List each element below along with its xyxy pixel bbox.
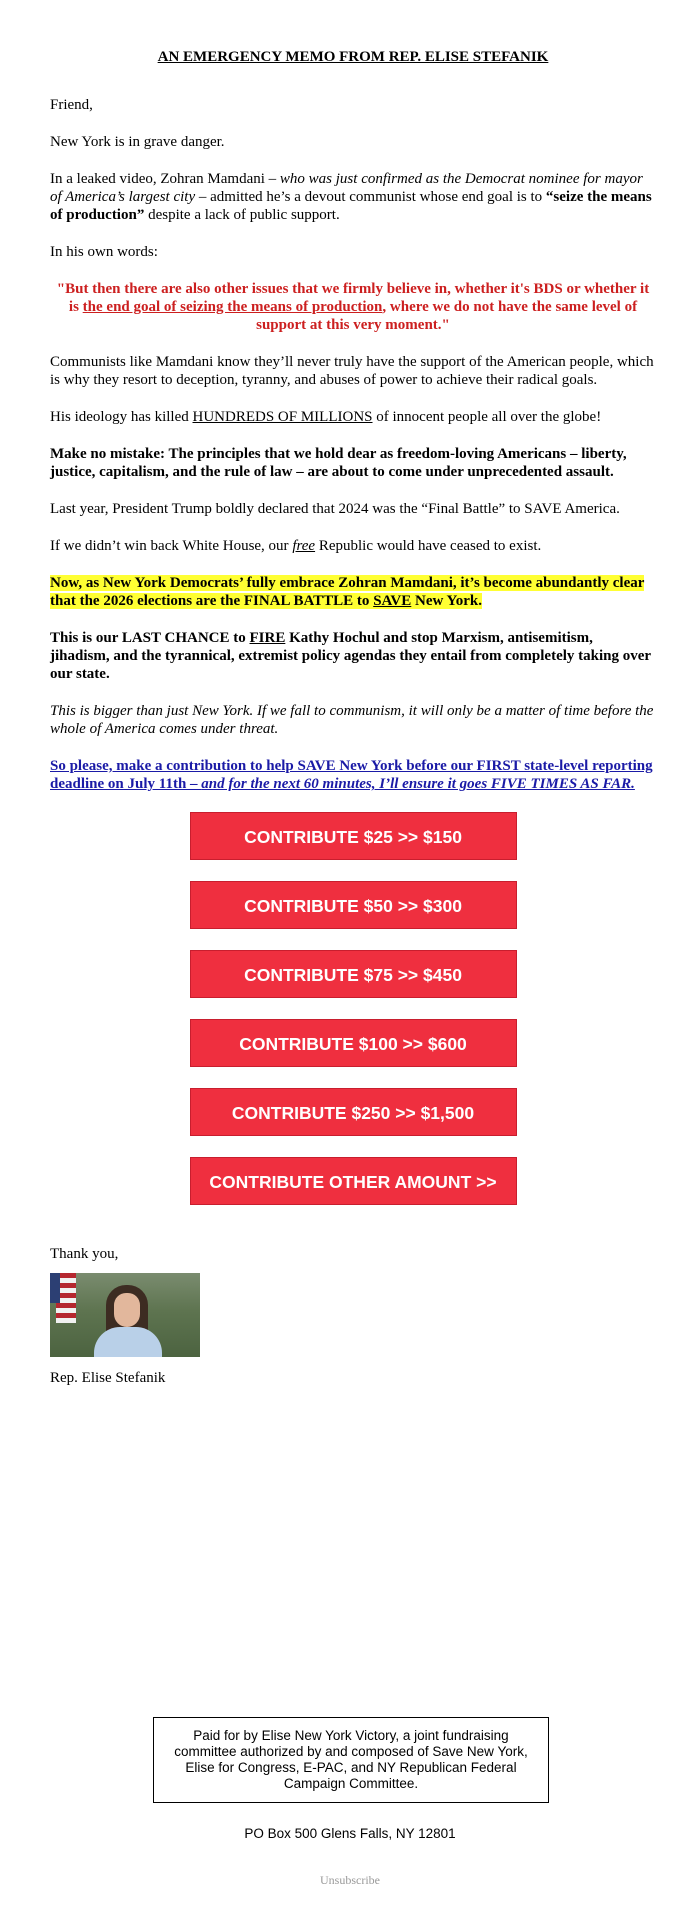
- portrait-shirt: [94, 1327, 162, 1357]
- unsubscribe-link[interactable]: Unsubscribe: [320, 1873, 380, 1887]
- contribute-other-amount-button[interactable]: CONTRIBUTE OTHER AMOUNT >>: [190, 1157, 517, 1205]
- paragraph-highlight: Now, as New York Democrats’ fully embrace Zohran Mamdani, it’s become abundantly clear that the 2026 elections are the FINAL BATTLE to SAVE New York.: [50, 575, 645, 609]
- contribution-buttons: [50, 812, 656, 1205]
- paragraph-ideology: His ideology has killed HUNDREDS OF MILLIONS of innocent people all over the globe!: [50, 409, 602, 425]
- memo-content: [50, 48, 656, 1406]
- paragraph-grave-danger: New York is in grave danger.: [50, 134, 225, 150]
- mailing-address: PO Box 500 Glens Falls, NY 12801: [244, 1826, 456, 1841]
- stefanik-photo: [50, 1273, 200, 1357]
- contribute-75-button[interactable]: CONTRIBUTE $75 >> $450: [190, 950, 517, 998]
- paragraph-leaked-video: In a leaked video, Zohran Mamdani – who was just confirmed as the Democrat nominee for mayor of America’s largest city – admitted he’s a devout communist whose end goal is to “seize the means of production” despite a lack of public support.: [50, 171, 652, 223]
- paragraph-communists: Communists like Mamdani know they’ll never truly have the support of the American people, which is why they resort to deception, tyranny, and abuses of power to achieve their radical goals.: [50, 354, 654, 388]
- flag-canton: [50, 1273, 60, 1303]
- portrait-face: [114, 1293, 140, 1327]
- paragraph-bigger: This is bigger than just New York. If we fall to communism, it will only be a matter of time before the whole of America comes under threat.: [50, 703, 654, 737]
- paragraph-make-no-mistake: Make no mistake: The principles that we hold dear as freedom-loving Americans – liberty, justice, capitalism, and the rule of law – are about to come under unprecedented assault.: [50, 446, 627, 480]
- contribution-link[interactable]: [50, 757, 656, 793]
- contribute-100-button[interactable]: CONTRIBUTE $100 >> $600: [190, 1019, 517, 1067]
- paragraph-final-battle: Last year, President Trump boldly declared that 2024 was the “Final Battle” to SAVE America.: [50, 501, 620, 517]
- paragraph-last-chance: This is our LAST CHANCE to FIRE Kathy Hochul and stop Marxism, antisemitism, jihadism, and the tyrannical, extremist policy agendas they entail from completely taking over our state.: [50, 630, 651, 682]
- mamdani-quote: "But then there are also other issues that we firmly believe in, whether it's BDS or whether it is the end goal of seizing the means of production, where we do not have the same level of support at this very moment.": [56, 281, 650, 333]
- paragraph-own-words: In his own words:: [50, 244, 158, 260]
- greeting: Friend,: [50, 97, 93, 113]
- paid-for-disclaimer: Paid for by Elise New York Victory, a joint fundraising committee authorized by and composed of Save New York, Elise for Congress, E-PAC, and NY Republican Federal Campaign Committee.: [153, 1717, 549, 1803]
- memo-title: AN EMERGENCY MEMO FROM REP. ELISE STEFANIK: [157, 49, 549, 65]
- closing-thanks: Thank you,: [50, 1246, 119, 1262]
- contribution-link-text[interactable]: So please, make a contribution to help SAVE New York before our FIRST state-level reporting deadline on July 11th – and for the next 60 minutes, I’ll ensure it goes FIVE TIMES AS FAR.: [50, 758, 653, 792]
- signature: Rep. Elise Stefanik: [50, 1370, 166, 1386]
- contribute-250-button[interactable]: CONTRIBUTE $250 >> $1,500: [190, 1088, 517, 1136]
- contribute-25-button[interactable]: CONTRIBUTE $25 >> $150: [190, 812, 517, 860]
- contribute-50-button[interactable]: CONTRIBUTE $50 >> $300: [190, 881, 517, 929]
- paragraph-free-republic: If we didn’t win back White House, our free Republic would have ceased to exist.: [50, 538, 542, 554]
